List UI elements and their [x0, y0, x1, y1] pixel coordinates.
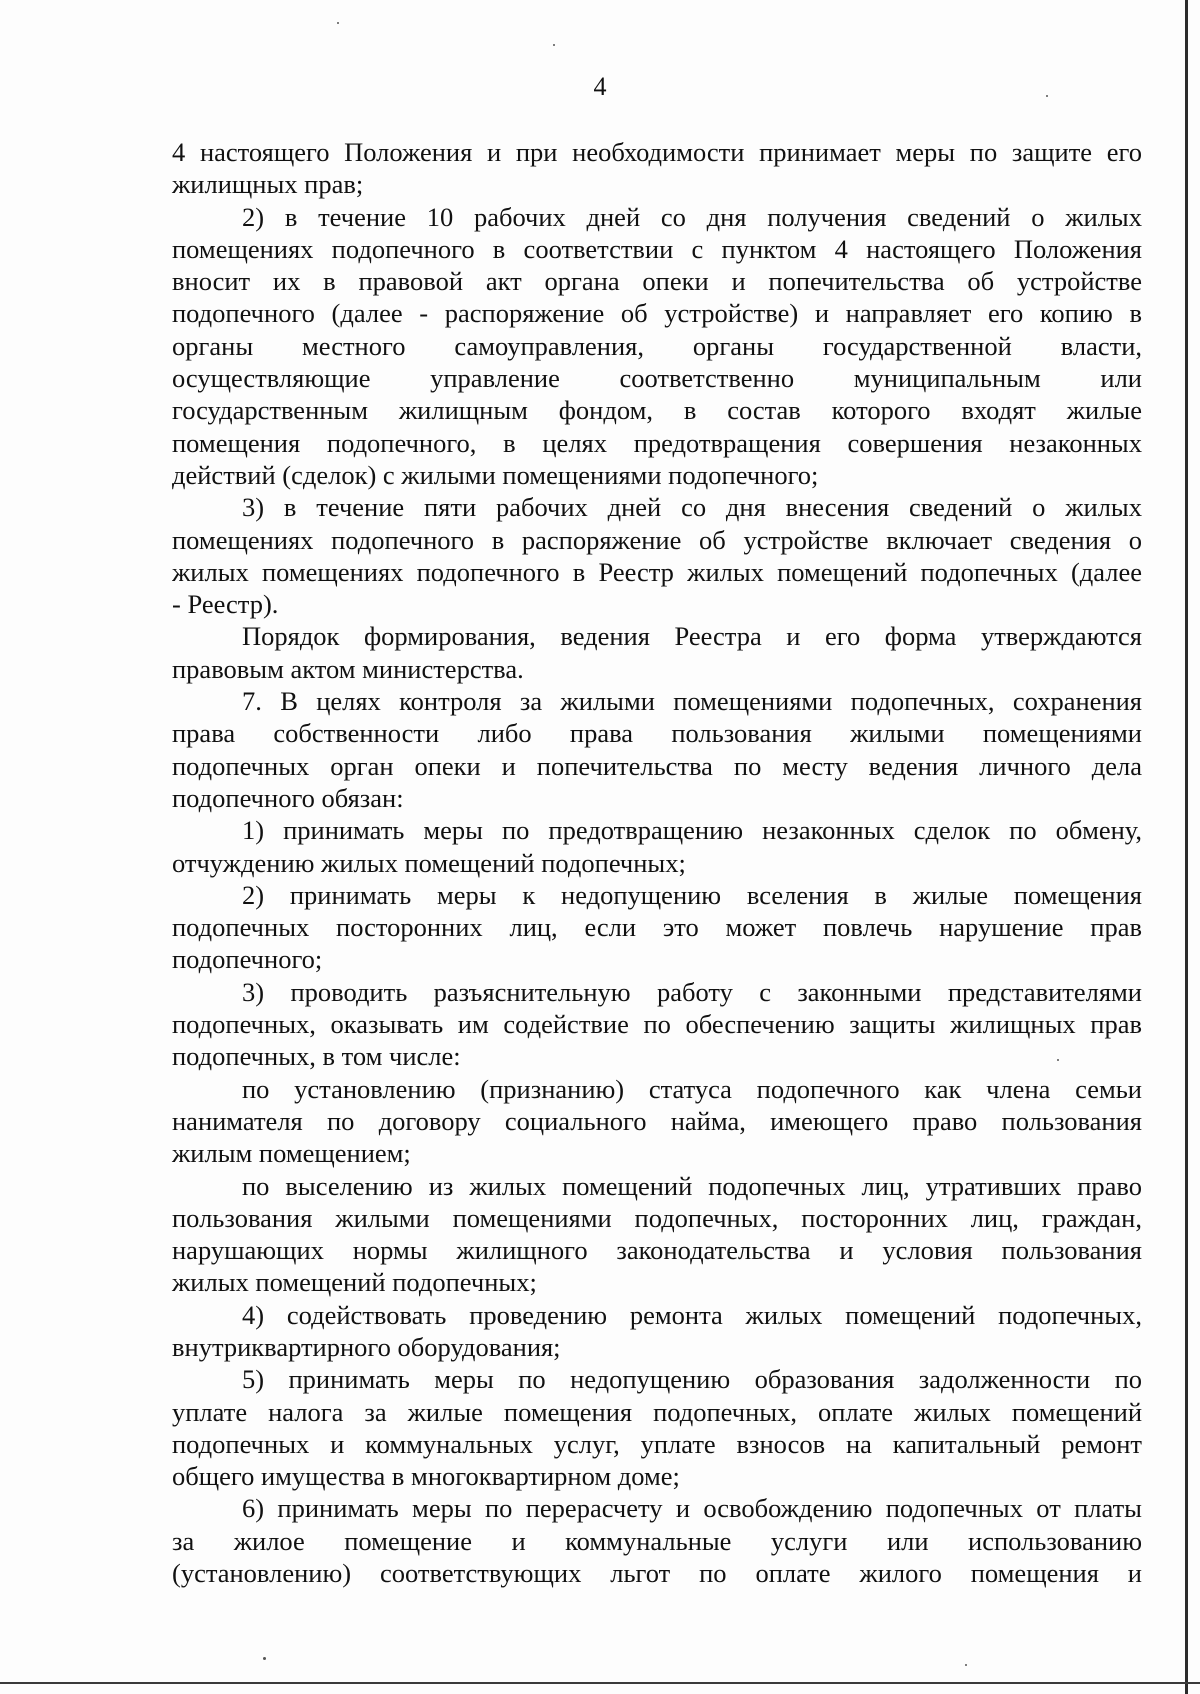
text-line: по выселению из жилых помещений подопечных лиц, утративших право — [242, 1170, 1142, 1201]
text-line: помещениях подопечного в распоряжение об устройстве включает сведения о — [172, 524, 1142, 555]
text-line: государственным жилищным фондом, в состав которого входят жилые — [172, 395, 1142, 426]
scan-speck — [965, 1664, 967, 1666]
scan-speck — [553, 44, 555, 46]
text-line: 2) принимать меры к недопущению вселения в жилые помещения — [242, 879, 1142, 910]
page-number: 4 — [593, 72, 607, 101]
scan-edge-bottom — [0, 1682, 1200, 1684]
text-line: подопечных, оказывать им содействие по обеспечению защиты жилищных прав — [172, 1009, 1142, 1040]
text-line: подопечных и коммунальных услуг, уплате взносов на капитальный ремонт — [172, 1428, 1142, 1459]
text-line: 7. В целях контроля за жилыми помещениями подопечных, сохранения — [242, 686, 1142, 717]
text-line: уплате налога за жилые помещения подопечных, оплате жилых помещений — [172, 1396, 1142, 1427]
text-line: подопечных, в том числе: — [172, 1041, 461, 1072]
text-line: действий (сделок) с жилыми помещениями подопечного; — [172, 459, 819, 490]
text-line: 5) принимать меры по недопущению образования задолженности по — [242, 1364, 1142, 1395]
text-line: общего имущества в многоквартирном доме; — [172, 1461, 680, 1492]
text-line: (установлению) соответствующих льгот по оплате жилого помещения и — [172, 1558, 1142, 1589]
text-line: помещения подопечного, в целях предотвращения совершения незаконных — [172, 427, 1142, 458]
scan-speck — [1046, 95, 1048, 97]
scan-speck — [1057, 1059, 1059, 1061]
text-line: жилищных прав; — [172, 169, 364, 200]
text-line: подопечного обязан: — [172, 782, 404, 813]
text-line: подопечного; — [172, 944, 323, 975]
text-line: за жилое помещение и коммунальные услуги или использованию — [172, 1525, 1142, 1556]
text-line: подопечных посторонних лиц, если это может повлечь нарушение прав — [172, 912, 1142, 943]
scan-speck — [263, 1657, 266, 1660]
text-line: жилых помещений подопечных; — [172, 1267, 537, 1298]
text-line: 1) принимать меры по предотвращению незаконных сделок по обмену, — [242, 815, 1142, 846]
text-line: 3) проводить разъяснительную работу с законными представителями — [242, 976, 1142, 1007]
text-line: помещениях подопечного в соответствии с пунктом 4 настоящего Положения — [172, 233, 1142, 264]
text-line: правовым актом министерства. — [172, 653, 524, 684]
text-line: 3) в течение пяти рабочих дней со дня внесения сведений о жилых — [242, 492, 1142, 523]
text-line: 4 настоящего Положения и при необходимости принимает меры по защите его — [172, 137, 1142, 167]
text-line: пользования жилыми помещениями подопечных, посторонних лиц, граждан, — [172, 1202, 1142, 1233]
text-line: права собственности либо права пользования жилыми помещениями — [172, 718, 1142, 749]
text-line: 4) содействовать проведению ремонта жилых помещений подопечных, — [242, 1299, 1142, 1330]
text-line: органы местного самоуправления, органы государственной власти, — [172, 330, 1142, 361]
document-body — [172, 136, 1142, 1589]
text-line: внутриквартирного оборудования; — [172, 1331, 561, 1362]
text-line: по установлению (признанию) статуса подопечного как члена семьи — [242, 1073, 1142, 1104]
text-line: жилым помещением; — [172, 1138, 411, 1169]
scan-speck — [337, 22, 339, 24]
text-line: - Реестр). — [172, 589, 279, 620]
text-line: вносит их в правовой акт органа опеки и попечительства об устройстве — [172, 266, 1142, 297]
text-line: Порядок формирования, ведения Реестра и его форма утверждаются — [242, 621, 1142, 652]
text-line: отчуждению жилых помещений подопечных; — [172, 847, 686, 878]
scan-edge-right — [1185, 0, 1188, 1694]
text-line: подопечных орган опеки и попечительства по месту ведения личного дела — [172, 750, 1142, 781]
text-line: нарушающих нормы жилищного законодательства и условия пользования — [172, 1235, 1142, 1266]
text-line: 6) принимать меры по перерасчету и освобождению подопечных от платы — [242, 1493, 1142, 1524]
text-line: подопечного (далее - распоряжение об устройстве) и направляет его копию в — [172, 298, 1142, 329]
text-line: жилых помещениях подопечного в Реестр жилых помещений подопечных (далее — [172, 556, 1142, 587]
text-line: осуществляющие управление соответственно муниципальным или — [172, 363, 1142, 394]
text-line: 2) в течение 10 рабочих дней со дня получения сведений о жилых — [242, 201, 1142, 232]
text-line: нанимателя по договору социального найма, имеющего право пользования — [172, 1105, 1142, 1136]
